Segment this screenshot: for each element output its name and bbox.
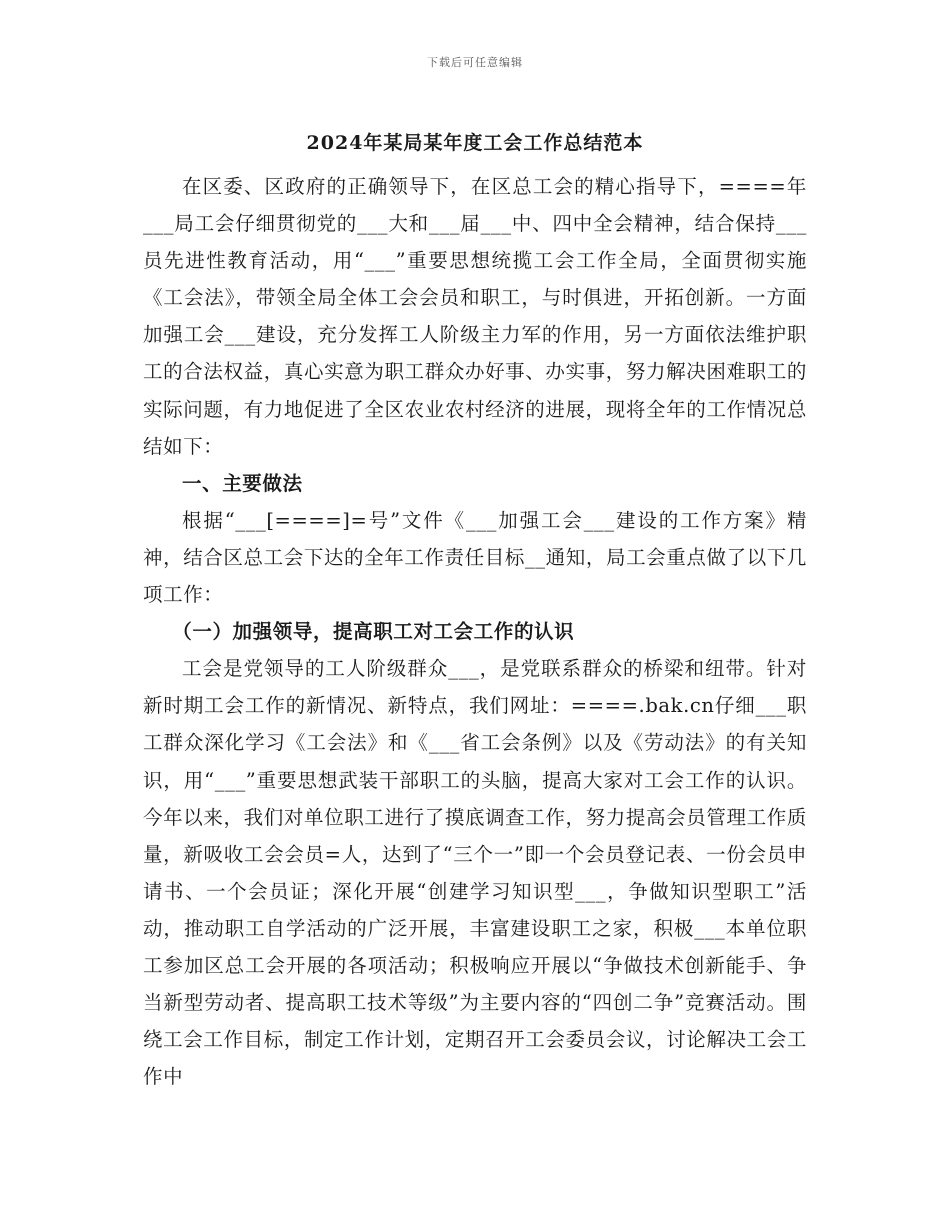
section-heading: 一、主要做法 [182,471,303,495]
subsection-heading: （一）加强领导，提高职工对工会工作的认识 [172,620,575,644]
subsection-paragraph: 工会是党领导的工人阶级群众___，是党联系群众的桥梁和纽带。针对新时期工会工作的新情况、新特点，我们网址：====.bak.cn仔细___职工群众深化学习《工会法》和《___省工会条例》以及《劳动法》的有关知识，用“___”重要思想武装干部职工的头脑，提高大家对工会工作的认识。今年以来，我们对单位职工进行了摸底调查工作，努力提高会员管理工作质量，新吸收工会会员=人，达到了“三个一”即一个会员登记表、一份会员申请书、一个会员证；深化开展“创建学习知识型___，争做知识型职工”活动，推动职工自学活动的广泛开展，丰富建设职工之家，积极___本单位职工参加区总工会开展的各项活动；积极响应开展以“争做技术创新能手、争当新型劳动者、提高职工技术等级”为主要内容的“四创二争”竞赛活动。围绕工会工作目标，制定工作计划，定期召开工会委员会议，讨论解决工会工作中 [143,657,807,1089]
intro-paragraph: 在区委、区政府的正确领导下，在区总工会的精心指导下，====年___局工会仔细贯彻党的___大和___届___中、四中全会精神，结合保持___员先进性教育活动，用“___”重要思想统揽工会工作全局，全面贯彻实施《工会法》，带领全局全体工会会员和职工，与时俱进，开拓创新。一方面加强工会___建设，充分发挥工人阶级主力军的作用，另一方面依法维护职工的合法权益，真心实意为职工群众办好事、办实事，努力解决困难职工的实际问题，有力地促进了全区农业农村经济的进展，现将全年的工作情况总结如下： [143,175,807,458]
header-note: 下载后可任意编辑 [427,56,523,69]
section-paragraph: 根据“___[====]=号”文件《___加强工会___建设的工作方案》精神，结合区总工会下达的全年工作责任目标__通知，局工会重点做了以下几项工作： [143,508,807,607]
document-body [143,168,807,1095]
document-title: 2024年某局某年度工会工作总结范本 [306,132,644,154]
